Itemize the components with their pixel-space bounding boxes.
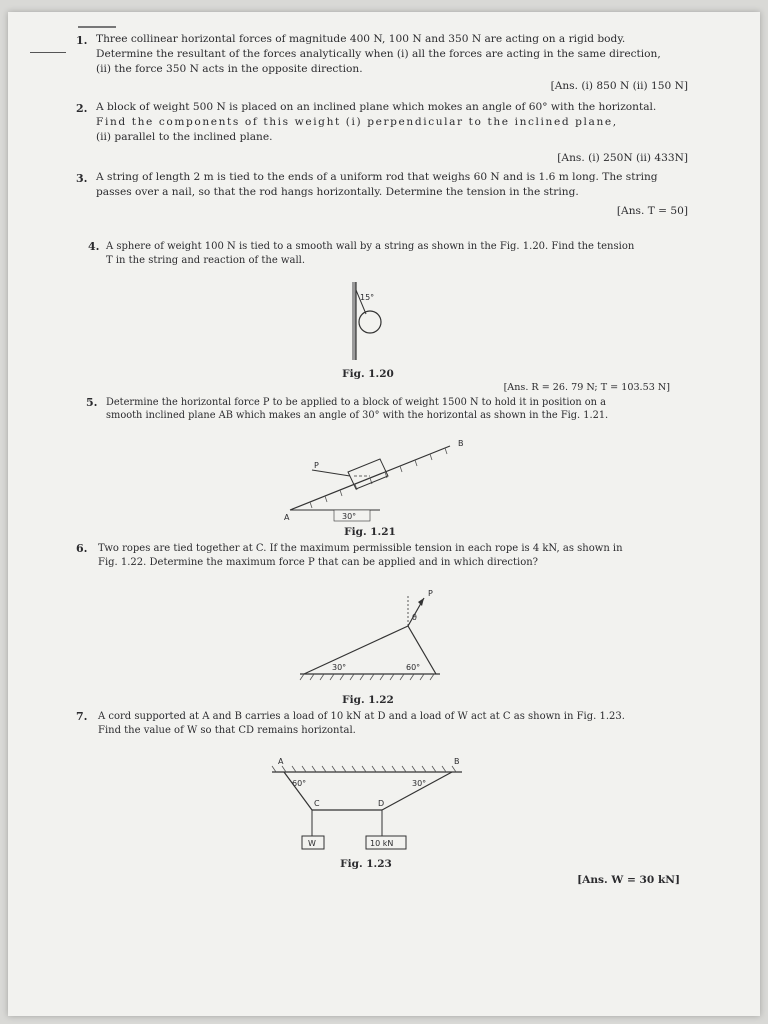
problem-3-text	[96, 170, 736, 200]
ceiling-hatching	[300, 674, 434, 680]
problem-5-line-1: Determine the horizontal force P to be applied to a block of weight 1500 N to hold it in position on a	[106, 397, 606, 408]
sphere	[359, 311, 381, 333]
figure-1-22	[290, 584, 450, 684]
fig-1-23-w-label: W	[308, 839, 316, 848]
problem-5-number: 5.	[86, 396, 98, 409]
fig-1-23-angle-left: 60°	[292, 779, 307, 788]
problem-6-line-2: Fig. 1.22. Determine the maximum force P that can be applied and in which direction?	[98, 557, 539, 568]
problem-7-line-1: A cord supported at A and B carries a load of 10 kN at D and a load of W act at C as shown in Fig. 1.23.	[98, 711, 625, 722]
problem-7-number: 7.	[76, 710, 88, 723]
problem-2-number: 2.	[76, 102, 88, 115]
cord-ac	[284, 772, 312, 810]
problem-1-number: 1.	[76, 34, 88, 47]
fig-1-22-angle-right: 60°	[406, 663, 421, 672]
fig-1-21-caption: Fig. 1.21	[344, 526, 396, 538]
fig-1-22-p-label: P	[428, 589, 433, 598]
fig-1-23-load-label: 10 kN	[370, 839, 394, 848]
fig-1-23-b-label: B	[454, 757, 460, 766]
support-hatching	[272, 766, 456, 772]
top-rule	[78, 26, 116, 28]
incline-hatching	[310, 448, 447, 508]
fig-1-22-caption: Fig. 1.22	[342, 694, 394, 706]
fig-1-21-a-label: A	[284, 513, 290, 522]
cord-db	[382, 772, 452, 810]
problem-3-line-2: passes over a nail, so that the rod hangs horizontally. Determine the tension in the string.	[96, 186, 579, 198]
problem-1-line-1: Three collinear horizontal forces of magnitude 400 N, 100 N and 350 N are acting on a rigid body.	[96, 33, 626, 45]
problem-4-text	[106, 240, 746, 268]
problem-5-text	[106, 396, 746, 422]
fig-1-20-angle-label: 15°	[360, 293, 375, 302]
margin-mark	[30, 52, 66, 53]
fig-1-22-theta-label: θ	[412, 613, 417, 622]
problem-7-answer: [Ans. W = 30 kN]	[577, 874, 680, 886]
problem-2-line-1: A block of weight 500 N is placed on an inclined plane which mokes an angle of 60° with the horizontal.	[96, 101, 657, 113]
problem-6-text	[98, 542, 748, 570]
force-p-arrowhead	[418, 598, 424, 606]
fig-1-20-caption: Fig. 1.20	[342, 368, 394, 380]
problem-6-line-1: Two ropes are tied together at C. If the maximum permissible tension in each rope is 4 kN, as shown in	[98, 543, 623, 554]
fig-1-23-a-label: A	[278, 757, 284, 766]
figure-1-20	[338, 280, 418, 364]
figure-1-23	[262, 754, 472, 850]
document-page	[8, 12, 760, 1016]
fig-1-22-angle-left: 30°	[332, 663, 347, 672]
figure-1-21	[270, 432, 480, 522]
fig-1-23-caption: Fig. 1.23	[340, 858, 392, 870]
problem-5-line-2: smooth inclined plane AB which makes an angle of 30° with the horizontal as shown in the Fig. 1.21.	[106, 410, 609, 421]
problem-1-line-2: Determine the resultant of the forces analytically when (i) all the forces are acting in the same direction,	[96, 48, 661, 60]
block	[348, 459, 388, 489]
rope-ac	[304, 626, 408, 674]
problem-1-text	[96, 32, 736, 77]
fig-1-23-angle-right: 30°	[412, 779, 427, 788]
problem-4-number: 4.	[88, 240, 100, 253]
fig-1-21-b-label: B	[458, 439, 464, 448]
problem-1-line-3: (ii) the force 350 N acts in the opposite direction.	[96, 63, 363, 75]
force-p-line	[312, 470, 350, 476]
problem-3-line-1: A string of length 2 m is tied to the ends of a uniform rod that weighs 60 N and is 1.6 m long. The string	[96, 171, 658, 183]
fig-1-23-d-label: D	[378, 799, 385, 808]
problem-3-number: 3.	[76, 172, 88, 185]
problem-3-answer: [Ans. T = 50]	[616, 205, 688, 217]
problem-6-number: 6.	[76, 542, 88, 555]
problem-7-text	[98, 710, 748, 738]
problem-1-answer: [Ans. (i) 850 N (ii) 150 N]	[550, 80, 688, 92]
problem-2-line-2: Find the components of this weight (i) perpendicular to the inclined plane,	[96, 116, 618, 128]
problem-2-line-3: (ii) parallel to the inclined plane.	[96, 131, 273, 143]
problem-2-answer: [Ans. (i) 250N (ii) 433N]	[557, 152, 688, 164]
problem-4-line-1: A sphere of weight 100 N is tied to a smooth wall by a string as shown in the Fig. 1.20. Find the tension	[106, 241, 635, 252]
problem-4-line-2: T in the string and reaction of the wall.	[106, 255, 306, 266]
problem-4-answer: [Ans. R = 26. 79 N; T = 103.53 N]	[503, 382, 670, 393]
problem-7-line-2: Find the value of W so that CD remains horizontal.	[98, 725, 356, 736]
wall	[352, 282, 356, 360]
problem-2-text	[96, 100, 736, 145]
fig-1-23-c-label: C	[314, 799, 320, 808]
fig-1-21-p-label: P	[314, 461, 319, 470]
fig-1-21-angle-label: 30°	[342, 512, 357, 521]
